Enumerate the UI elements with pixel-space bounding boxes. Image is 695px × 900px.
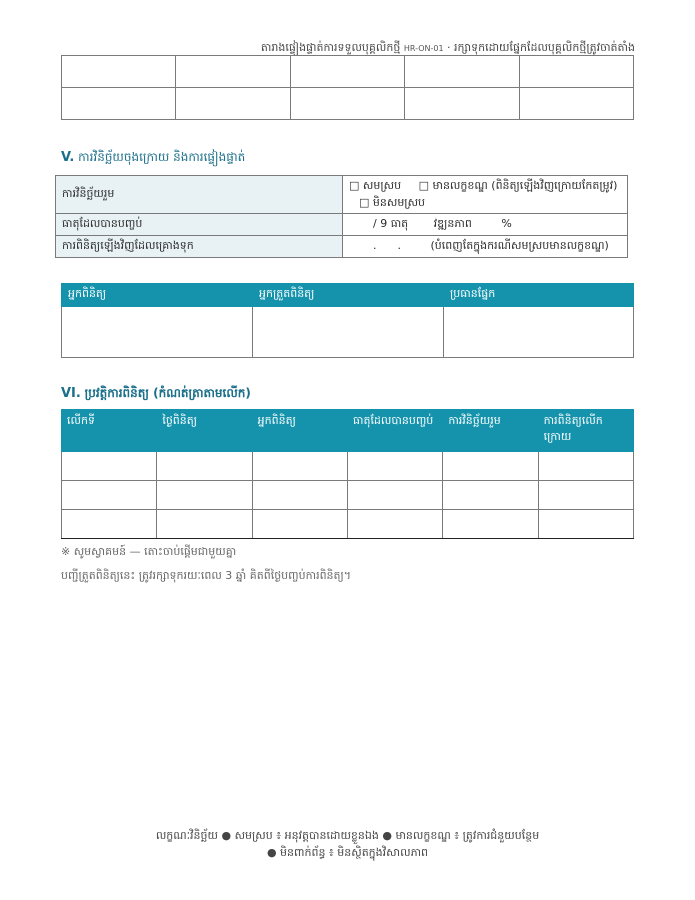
table-cell[interactable]: [290, 88, 404, 120]
option-conditional[interactable]: □ មានលក្ខខណ្ឌ (ពិនិត្យឡើងវិញក្រោយកែតម្រូវ): [418, 179, 618, 192]
legend-line-1: លក្ខណៈវិនិច្ឆ័យ ● សមស្រប ៖ អនុវត្តបានដោយខ្លួនឯង ● មានលក្ខខណ្ឌ ៖ ត្រូវការជំនួយបន្ថែម: [155, 829, 540, 842]
table-row: [62, 307, 634, 358]
table-cell[interactable]: [62, 481, 157, 510]
table-cell[interactable]: [252, 452, 347, 481]
section-title-text: ប្រវត្តិការពិនិត្យ (កំណត់ត្រាតាមលើក): [84, 386, 251, 400]
legend-line-2: ● មិនពាក់ព័ន្ធ ៖ មិនស្ថិតក្នុងវិសាលភាព: [266, 845, 429, 859]
table-cell[interactable]: [62, 88, 176, 120]
table-cell[interactable]: [538, 481, 633, 510]
progress-label: វឌ្ឍនភាព: [433, 216, 472, 230]
welcome-note: ※ សូមស្វាគមន៍ — តោះចាប់ផ្តើមជាមួយគ្នា: [61, 545, 237, 558]
table-cell[interactable]: [176, 88, 290, 120]
table-row: [62, 452, 634, 481]
review-history-table: [61, 409, 634, 539]
table-header-row: [62, 410, 634, 452]
table-cell[interactable]: [347, 481, 442, 510]
previous-section-table: [61, 55, 634, 120]
table-cell[interactable]: [62, 510, 157, 539]
table-row: [62, 88, 634, 120]
table-cell[interactable]: [347, 452, 442, 481]
table-cell[interactable]: [347, 510, 442, 539]
table-cell[interactable]: [443, 481, 538, 510]
option-fail[interactable]: □ មិនសមស្រប: [359, 195, 426, 209]
table-cell[interactable]: [176, 56, 290, 88]
retention-note: បញ្ជីត្រួតពិនិត្យនេះ ត្រូវរក្សាទុករយៈពេល 3 ឆ្នាំ គិតពីថ្ងៃបញ្ចប់ការពិនិត្យ។: [61, 569, 352, 582]
table-cell[interactable]: [157, 452, 252, 481]
table-cell[interactable]: [443, 452, 538, 481]
signature-table: [61, 283, 634, 358]
table-header-row: [62, 284, 634, 307]
form-code: HR-ON-01: [403, 44, 444, 53]
table-cell[interactable]: [538, 510, 633, 539]
table-cell[interactable]: [443, 510, 538, 539]
signature-cell[interactable]: [62, 307, 253, 358]
header-round: លើកទី: [62, 410, 157, 452]
review-note: (បំពេញតែក្នុងករណីសមស្របមានលក្ខខណ្ឌ): [430, 238, 609, 252]
header-reviewer: អ្នកពិនិត្យ: [62, 284, 253, 307]
table-row: [56, 176, 628, 214]
final-judgment-table: [55, 175, 628, 258]
items-count: / 9 ធាតុ: [373, 216, 409, 230]
table-row: [62, 510, 634, 539]
header-review-date: ថ្ងៃពិនិត្យ: [157, 410, 252, 452]
section-v-title: [61, 149, 245, 167]
header-completed-items: ធាតុដែលបានបញ្ចប់: [347, 410, 442, 452]
signature-cell[interactable]: [253, 307, 444, 358]
section-vi-title: [61, 385, 251, 403]
completed-items-label: ធាតុដែលបានបញ្ចប់: [56, 214, 343, 236]
table-cell[interactable]: [252, 481, 347, 510]
header-supervisor: អ្នកត្រួតពិនិត្យ: [253, 284, 444, 307]
table-cell[interactable]: [62, 452, 157, 481]
header-reviewer: អ្នកពិនិត្យ: [252, 410, 347, 452]
table-cell[interactable]: [252, 510, 347, 539]
table-cell[interactable]: [157, 510, 252, 539]
planned-review-field[interactable]: [343, 236, 628, 258]
review-date: . .: [373, 238, 401, 252]
header-storage-note: · រក្សាទុកដោយផ្នែកដែលបុគ្គលិកថ្មីត្រូវចាត់តាំង: [447, 41, 635, 54]
table-row: [56, 214, 628, 236]
signature-cell[interactable]: [444, 307, 634, 358]
option-pass[interactable]: □ សមស្រប: [349, 179, 402, 192]
table-row: [62, 481, 634, 510]
table-cell[interactable]: [538, 452, 633, 481]
footer-legend: [0, 828, 695, 861]
percent-sign: %: [501, 216, 512, 230]
planned-review-label: ការពិនិត្យឡើងវិញដែលគ្រោងទុក: [56, 236, 343, 258]
table-cell[interactable]: [519, 88, 633, 120]
section-title-text: ការវិនិច្ឆ័យចុងក្រោយ និងការផ្ទៀងផ្ទាត់: [78, 150, 246, 164]
table-cell[interactable]: [157, 481, 252, 510]
table-row: [62, 56, 634, 88]
header-next-review: ការពិនិត្យលើកក្រោយ: [538, 410, 633, 452]
table-cell[interactable]: [405, 88, 519, 120]
completed-items-field[interactable]: [343, 214, 628, 236]
overall-judgment-options: [343, 176, 628, 214]
table-cell[interactable]: [405, 56, 519, 88]
section-number: VI.: [61, 386, 81, 401]
header-overall-judgment: ការវិនិច្ឆ័យរួម: [443, 410, 538, 452]
section-number: V.: [61, 150, 75, 165]
overall-judgment-label: ការវិនិច្ឆ័យរួម: [56, 176, 343, 214]
table-row: [56, 236, 628, 258]
table-cell[interactable]: [519, 56, 633, 88]
header-department-head: ប្រធានផ្នែក: [444, 284, 634, 307]
table-cell[interactable]: [290, 56, 404, 88]
table-cell[interactable]: [62, 56, 176, 88]
header-title: តារាងផ្ទៀងផ្ទាត់ការទទួលបុគ្គលិកថ្មី: [260, 41, 401, 54]
